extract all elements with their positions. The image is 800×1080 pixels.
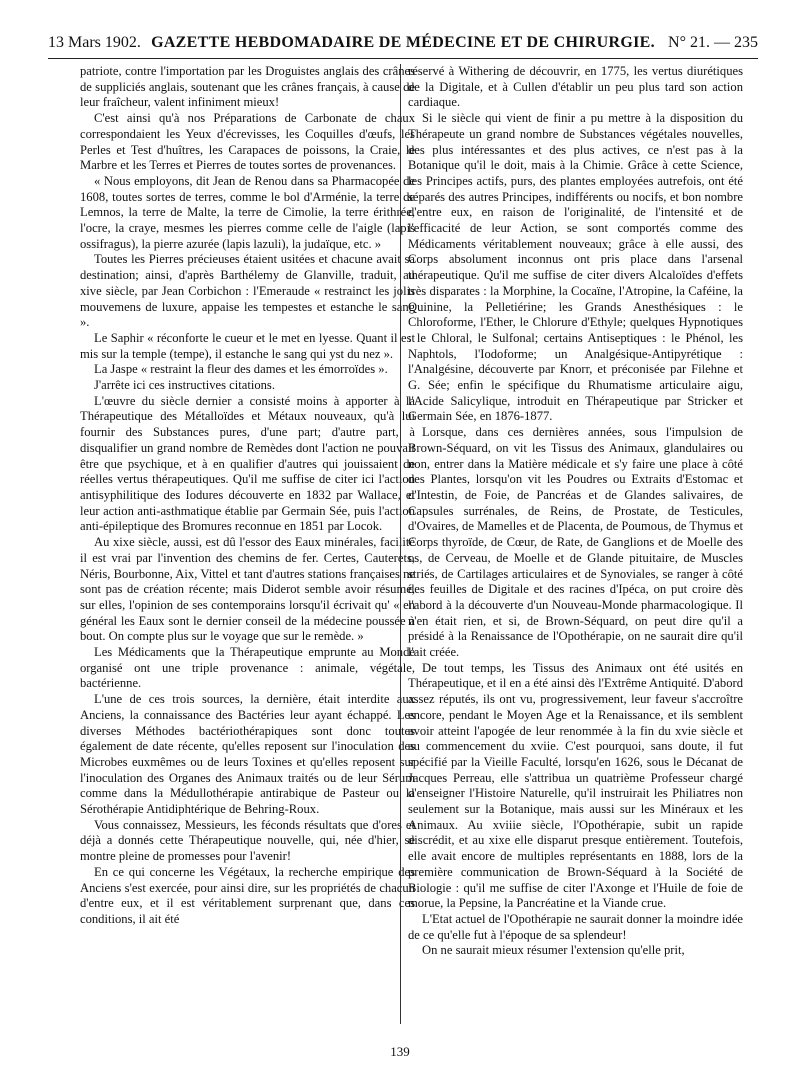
paragraph: Le Saphir « réconforte le cueur et le met en lyesse. Quant il est mis sur la temple (tempe), il estanche le sang qui yst du nez ». bbox=[80, 330, 415, 361]
paragraph: L'œuvre du siècle dernier a consisté moins à apporter à la Thérapeutique des Métalloïdes et Métaux nouveaux, qu'à lui fournir des Substances pures, d'une part; d'autre part, à disqualifier un grand nombre de Remèdes dont l'action ne pouvait être que psychique, et à en qualifier d'autres qui jouissaient de réelles vertus thérapeutiques. Qu'il me suffise de citer ici l'action antisyphilitique des Iodures découverte en 1832 par Wallace, et leur action anti-asthmatique établie par Germain Sée, puis l'action anti-épileptique des Bromures reconnue en 1851 par Locok. bbox=[80, 393, 415, 534]
paragraph: Vous connaissez, Messieurs, les féconds résultats que d'ores et déjà a donnés cette Thérapeutique nouvelle, qui, née d'hier, se montre pleine de promesses pour l'avenir! bbox=[80, 817, 415, 864]
issue-number: N° 21. — 235 bbox=[668, 34, 758, 51]
paragraph: Les Médicaments que la Thérapeutique emprunte au Monde organisé ont une triple provenance : animale, végétale, bactérienne. bbox=[80, 645, 415, 691]
paragraph: « Nous employons, dit Jean de Renou dans sa Pharmacopée de 1608, toutes sortes de terres, comme le bol d'Arménie, la terre de Lemnos, la terre de Malte, la terre de Cimolie, la terre érithrée, l'ocre, la craye, mesmes les pierres comme celle de l'aigle (lapis ossifragus), la pierre azurée (lapis lazuli), la judaïque, etc. » bbox=[80, 173, 415, 251]
paragraph: De tout temps, les Tissus des Animaux ont été usités en Thérapeutique, et il en a été ainsi dès l'Extrême Antiquité. D'abord assez réputés, ils ont vu, progressivement, leur faveur s'accroître encore, pendant le Moyen Age et la Renaissance, et ils semblent avoir atteint l'apogée de leur renommée à la fin du xvie siècle et au commencement du xviie. C'est pourquoi, sans doute, il fut spécifié par la Vieille Faculté, lorsqu'en 1626, sous le Décanat de Jacques Perreau, elle s'attribua un quatrième Professeur chargé d'enseigner l'Histoire Naturelle, qu'il instruirait les Philiatres non seulement sur la Botanique, mais aussi sur les Minéraux et les Animaux. Au xviiie siècle, l'Opothérapie, subit un rapide discrédit, et au xixe elle disparut presque entièrement. Toutefois, elle avait encore de multiples représentants en 1888, lors de la première communication de Brown-Séquard à la Société de Biologie : qu'il me suffise de citer l'Axonge et l'Huile de foie de morue, la Pepsine, la Pancréatine et la Viande crue. bbox=[408, 660, 743, 911]
paragraph: Lorsque, dans ces dernières années, sous l'impulsion de Brown-Séquard, on vit les Tissus des Animaux, glandulaires ou non, entrer dans la Matière médicale et s'y faire une place à côté des Plantes, lorsqu'on vit les Poudres ou Extraits d'Estomac et d'Intestin, de Foie, de Pancréas et de Glandes salivaires, de Capsules surrénales, de Reins, de Prostate, de Testicules, d'Ovaires, de Mamelles et de Placenta, de Poumous, de Thymus et Corps thyroïde, de Cœur, de Rate, de Ganglions et de Moelle des os, de Cerveau, de Moelle et de Glande pituitaire, de Muscles striés, de Cartilages articulaires et de Synoviales, se ranger à côté des feuilles de Digitale et des racines d'Ipéca, on put croire dès l'abord à la découverte d'un Nouveau-Monde pharmacologique. Il n'en était rien, et si, de Brown-Séquard, on peut dire qu'il a présidé à la Renaissance de l'Opothérapie, on ne saurait dire qu'il l'ait créée. bbox=[408, 425, 743, 660]
issue-date: 13 Mars 1902. bbox=[48, 34, 141, 51]
paragraph: L'Etat actuel de l'Opothérapie ne saurait donner la moindre idée de ce qu'elle fut à l'époque de sa splendeur! bbox=[408, 911, 743, 942]
paragraph: patriote, contre l'importation par les Droguistes anglais des crânes de suppliciés anglais, soutenant que les crânes français, à cause de leur fraîcheur, valent infiniment mieux! bbox=[80, 64, 415, 110]
left-column bbox=[80, 64, 415, 928]
paragraph: En ce qui concerne les Végétaux, la recherche empirique des Anciens s'est exercée, pour ainsi dire, sur les propriétés de chacun d'entre eux, et il est véritablement surprenant que, dans ces conditions, il ait été bbox=[80, 864, 415, 926]
page-folio: 139 bbox=[390, 1044, 410, 1059]
paragraph: On ne saurait mieux résumer l'extension qu'elle prit, bbox=[422, 943, 685, 958]
right-column bbox=[408, 64, 743, 959]
paragraph: La Jaspe « restraint la fleur des dames et les émorroïdes ». bbox=[94, 362, 388, 377]
running-header bbox=[48, 34, 758, 56]
paragraph: L'une de ces trois sources, la dernière, était interdite aux Anciens, la connaissance des Bactéries leur ayant échappé. Les diverses Méthodes bactériothérapiques sont donc toutes également de date récente, qu'elles reposent sur l'inoculation des Microbes euxmêmes ou de leurs Toxines et qu'elles reposent sur l'inoculation des Organes des Animaux traités ou de leur Sérum comme dans la Médullothérapie antirabique de Pasteur ou la Sérothérapie Antidiphtérique de Behring-Roux. bbox=[80, 692, 415, 817]
paragraph: Au xixe siècle, aussi, est dû l'essor des Eaux minérales, facilité il est vrai par l'invention des chemins de fer. Certes, Cauterets, Néris, Bourbonne, Aix, Vittel et tant d'autres stations françaises ne sont pas de création récente; mais Diderot semble avoir résumé, sur elles, l'opinion de ses contemporains lorsqu'il écrivait qu' « en général les Eaux sont le dernier conseil de la médecine poussée à bout. On compte plus sur le voyage que sur le remède. » bbox=[80, 535, 415, 644]
paragraph: réservé à Withering de découvrir, en 1775, les vertus diurétiques de la Digitale, et à Cullen d'établir un peu plus tard son action cardiaque. bbox=[408, 64, 743, 110]
paragraph: C'est ainsi qu'à nos Préparations de Carbonate de chaux correspondaient les Yeux d'écrevisses, les Coquilles d'œufs, les Perles et Test d'huîtres, les Carapaces de poissons, la Craie, le Marbre et les Terres et Pierres de toutes sortes de provenances. bbox=[80, 111, 415, 173]
paragraph: J'arrête ici ces instructives citations. bbox=[94, 378, 275, 393]
header-rule bbox=[48, 58, 758, 59]
paragraph: Toutes les Pierres précieuses étaient usitées et chacune avait sa destination; ainsi, d'après Barthélemy de Glanville, traduit, au xive siècle, par Jean Corbichon : l'Emeraude « restrainct les jolis mouvemens de luxure, appaise les tempestes et estanche le sang ». bbox=[80, 252, 415, 330]
journal-title: GAZETTE HEBDOMADAIRE DE MÉDECINE ET DE CHIRURGIE. bbox=[151, 34, 655, 51]
paragraph: Si le siècle qui vient de finir a pu mettre à la disposition du Thérapeute un grand nombre de Substances végétales nouvelles, des plus intéressantes et des plus actives, ce n'est pas à la Botanique qu'il le doit, mais à la Chimie. Grâce à cette Science, les Principes actifs, purs, des plantes employées autrefois, ont été séparés des autres Principes, indifférents ou nocifs, et bon nombre d'entre eux, en raison de l'originalité, de l'intensité et de l'efficacité de leur Action, se sont comportés comme des Médicaments véritablement nouveaux; grâce à elle aussi, des Corps absolument inconnus ont pris place dans l'arsenal thérapeutique. Qu'il me suffise de citer divers Alcaloïdes d'effets très disparates : la Morphine, la Cocaïne, l'Atropine, la Caféine, la Quinine, la Pelletiérine; les Grands Anesthésiques : le Chloroforme, l'Ether, le Chlorure d'Ethyle; quelques Hypnotiques : le Chloral, le Sulfonal; certains Antiseptiques : le Phénol, les Naphtols, l'Iodoforme; un Analgésique-Antipyrétique : l'Analgésine, découverte par Knorr, et préconisée par Filehne et G. Sée; enfin le spécifique du Rhumatisme articulaire aigu, l'Acide Salicylique, introduit en Thérapeutique par Stricker et Germain Sée, en 1876-1877. bbox=[408, 111, 743, 424]
column-divider bbox=[400, 64, 401, 1024]
